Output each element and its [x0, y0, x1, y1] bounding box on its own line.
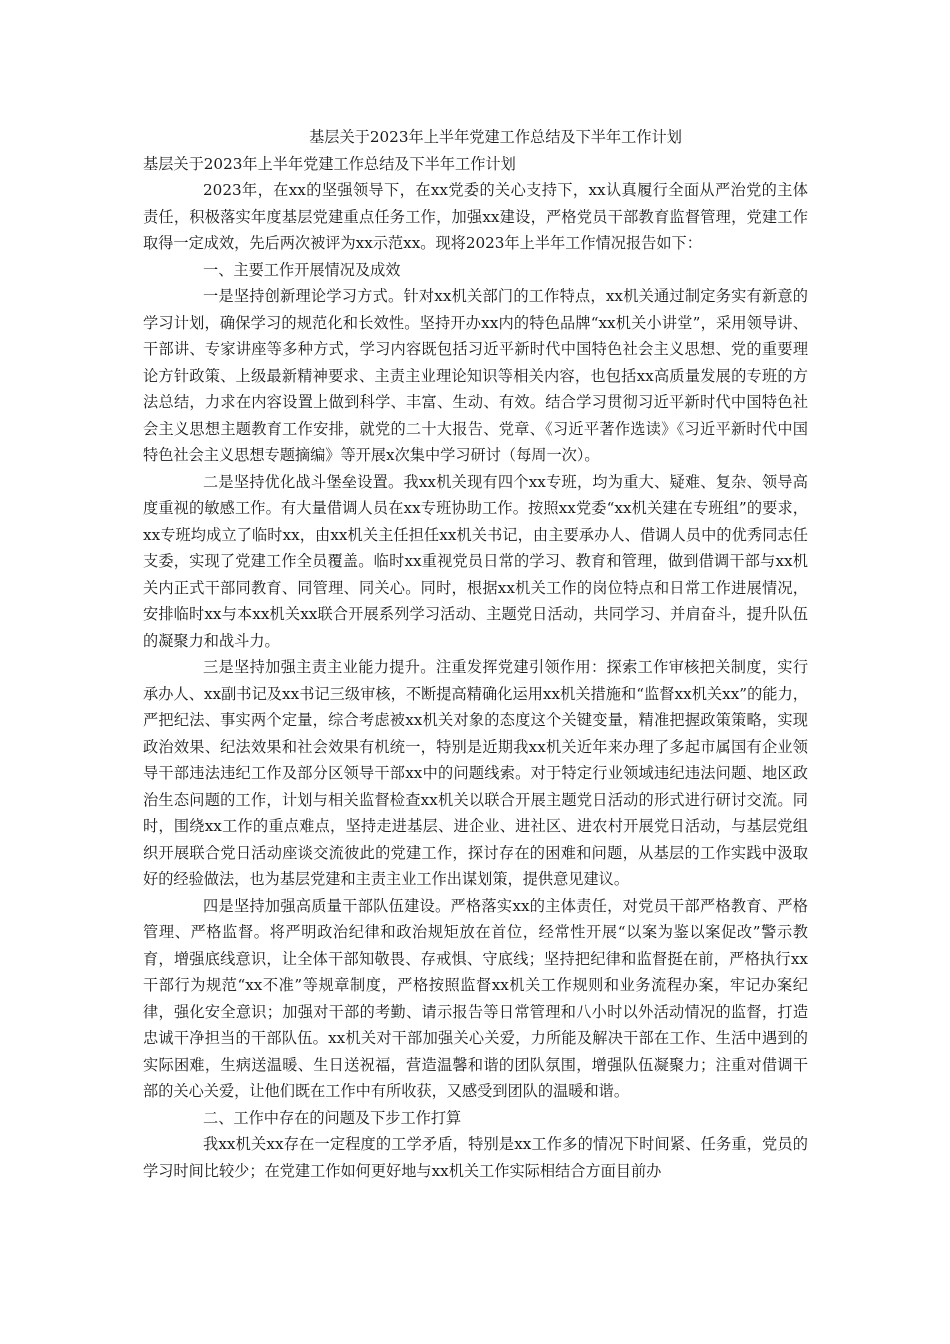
paragraph-2: 二是坚持优化战斗堡垒设置。我xx机关现有四个xx专班，均为重大、疑难、复杂、领导高度重视的敏感工作。有大量借调人员在xx专班协助工作。按照xx党委“xx机关建在专班组”的要求，xx专班均成立了临时xx，由xx机关主任担任xx机关书记，由主要承办人、借调人员中的优秀同志任支委，实现了党建工作全员覆盖。临时xx重视党员日常的学习、教育和管理，做到借调干部与xx机关内正式干部同教育、同管理、同关心。同时，根据xx机关工作的岗位特点和日常工作进展情况，安排临时xx与本xx机关xx联合开展系列学习活动、主题党日活动，共同学习、并肩奋斗，提升队伍的凝聚力和战斗力。 [143, 472, 808, 650]
section-heading-2: 二、工作中存在的问题及下步工作打算 [203, 1108, 462, 1127]
paragraph-1: 一是坚持创新理论学习方式。针对xx机关部门的工作特点，xx机关通过制定务实有新意的学习计划，确保学习的规范化和长效性。坚持开办xx内的特色品牌“xx机关小讲堂”，采用领导讲、干部讲、专家讲座等多种方式，学习内容既包括习近平新时代中国特色社会主义思想、党的重要理论方针政策、上级最新精神要求、主责主业理论知识等相关内容，也包括xx高质量发展的专班的方法总结，力求在内容设置上做到科学、丰富、生动、有效。结合学习贯彻习近平新时代中国特色社会主义思想主题教育工作安排，就党的二十大报告、党章、《习近平著作选读》《习近平新时代中国特色社会主义思想专题摘编》等开展x次集中学习研讨（每周一次）。 [143, 287, 808, 464]
document-title: 基层关于2023年上半年党建工作总结及下半年工作计划 [309, 128, 682, 146]
document-subtitle: 基层关于2023年上半年党建工作总结及下半年工作计划 [143, 154, 516, 173]
paragraph-4: 四是坚持加强高质量干部队伍建设。严格落实xx的主体责任，对党员干部严格教育、严格管理、严格监督。将严明政治纪律和政治规矩放在首位，经常性开展“以案为鉴以案促改”警示教育，增强底线意识，让全体干部知敬畏、存戒惧、守底线；坚持把纪律和监督挺在前，严格执行xx干部行为规范“xx不准”等规章制度，严格按照监督xx机关工作规则和业务流程办案，牢记办案纪律，强化安全意识；加强对干部的考勤、请示报告等日常管理和八小时以外活动情况的监督，打造忠诚干净担当的干部队伍。xx机关对干部加强关心关爱，力所能及解决干部在工作、生活中遇到的实际困难，生病送温暖、生日送祝福，营造温馨和谐的团队氛围，增强队伍凝聚力；注重对借调干部的关心关爱，让他们既在工作中有所收获，又感受到团队的温暖和谐。 [143, 896, 808, 1100]
section-heading-1: 一、主要工作开展情况及成效 [203, 260, 401, 279]
intro-paragraph: 2023年，在xx的坚强领导下，在xx党委的关心支持下，xx认真履行全面从严治党的主体责任，积极落实年度基层党建重点任务工作，加强xx建设，严格党员干部教育监督管理，党建工作取得一定成效，先后两次被评为xx示范xx。现将2023年上半年工作情况报告如下： [143, 181, 808, 252]
paragraph-3: 三是坚持加强主责主业能力提升。注重发挥党建引领作用：探索工作审核把关制度，实行承办人、xx副书记及xx书记三级审核，不断提高精确化运用xx机关措施和“监督xx机关xx”的能力，严把纪法、事实两个定量，综合考虑被xx机关对象的态度这个关键变量，精准把握政策策略，实现政治效果、纪法效果和社会效果有机统一，特别是近期我xx机关近年来办理了多起市属国有企业领导干部违法违纪工作及部分区领导干部xx中的问题线索。对于特定行业领域违纪违法问题、地区政治生态问题的工作，计划与相关监督检查xx机关以联合开展主题党日活动的形式进行研讨交流。同时，围绕xx工作的重点难点，坚持走进基层、进企业、进社区、进农村开展党日活动，与基层党组织开展联合党日活动座谈交流彼此的党建工作，探讨存在的困难和问题，从基层的工作实践中汲取好的经验做法，也为基层党建和主责主业工作出谋划策，提供意见建议。 [143, 658, 808, 888]
document-body [143, 124, 808, 1184]
paragraph-5: 我xx机关xx存在一定程度的工学矛盾，特别是xx工作多的情况下时间紧、任务重，党员的学习时间比较少；在党建工作如何更好地与xx机关工作实际相结合方面目前办 [143, 1135, 808, 1180]
